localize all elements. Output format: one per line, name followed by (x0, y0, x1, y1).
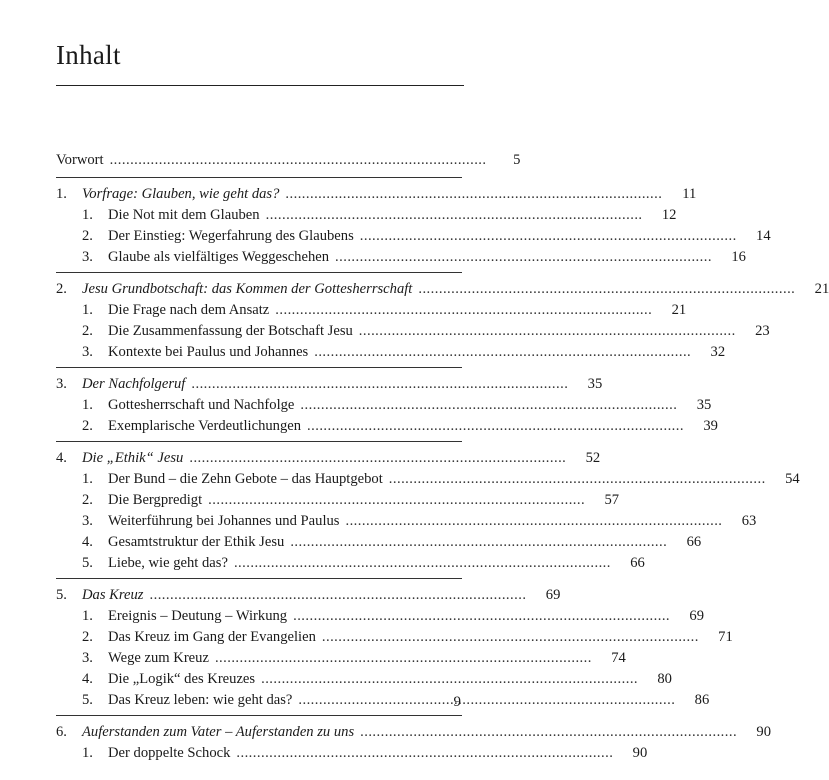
dot-leader (293, 606, 668, 627)
page-title: Inhalt (56, 40, 121, 70)
section-number: 2. (82, 492, 93, 508)
toc-section (56, 321, 770, 342)
toc-page-number: 21 (671, 302, 687, 318)
toc-page-number: 86 (694, 692, 710, 708)
section-title: Der Einstieg: Wegerfahrung des Glaubens (108, 228, 354, 244)
dot-leader (322, 627, 697, 648)
chapter-title: Auferstanden zum Vater – Auferstanden zu uns (82, 724, 355, 740)
toc-chapter (56, 184, 697, 205)
section-number: 3. (82, 249, 93, 265)
dot-leader (110, 150, 485, 171)
dot-leader (266, 205, 641, 226)
section-title: Gesamtstruktur der Ethik Jesu (108, 534, 285, 550)
dot-leader (275, 300, 650, 321)
section-title: Das Kreuz im Gang der Evangelien (108, 629, 316, 645)
toc-page-number: 12 (661, 207, 677, 223)
toc-page-number: 21 (814, 281, 829, 297)
toc-section (56, 416, 718, 437)
dot-leader (298, 690, 673, 711)
dot-leader (236, 743, 611, 764)
section-title: Die Not mit dem Glauben (108, 207, 260, 223)
section-number: 5. (82, 692, 93, 708)
toc-page-number: 35 (587, 376, 603, 392)
toc-section (56, 300, 687, 321)
dot-leader (307, 416, 682, 437)
toc-section (56, 743, 648, 764)
toc-page-number: 14 (756, 228, 771, 244)
section-title: Die Bergpredigt (108, 492, 203, 508)
toc-section (56, 648, 626, 669)
toc-page-number: 66 (686, 534, 702, 550)
toc-page-number: 32 (710, 344, 726, 360)
section-title: Glaube als vielfältiges Weggeschehen (108, 249, 330, 265)
dot-leader (150, 585, 525, 606)
section-title: Die Zusammenfassung der Botschaft Jesu (108, 323, 353, 339)
toc-page-number: 69 (689, 608, 704, 624)
section-title: Ereignis – Deutung – Wirkung (108, 608, 288, 624)
toc-section (56, 490, 620, 511)
toc-chapter (56, 279, 829, 300)
chapter-title: Die „Ethik“ Jesu (82, 450, 184, 466)
dot-leader (189, 448, 564, 469)
chapter-title: Der Nachfolgeruf (82, 376, 186, 392)
section-number: 1. (82, 608, 93, 624)
toc-section (56, 627, 733, 648)
section-number: 3. (82, 650, 93, 666)
toc-page-number: 80 (657, 671, 672, 687)
toc-page-number: 52 (585, 450, 601, 466)
chapter-number: 4. (56, 450, 67, 466)
section-divider (56, 441, 462, 442)
page-number: 9 (453, 694, 461, 710)
dot-leader (359, 321, 734, 342)
section-divider (56, 367, 462, 368)
toc-page-number: 63 (741, 513, 757, 529)
dot-leader (335, 247, 710, 268)
dot-leader (191, 374, 566, 395)
chapter-number: 2. (56, 281, 67, 297)
chapter-title: Vorfrage: Glauben, wie geht das? (82, 186, 280, 202)
toc-page-number: 90 (632, 745, 648, 761)
dot-leader (314, 342, 689, 363)
section-number: 1. (82, 471, 93, 487)
dot-leader (418, 279, 793, 300)
section-number: 2. (82, 629, 93, 645)
dot-leader (290, 532, 665, 553)
section-title: Der Bund – die Zehn Gebote – das Hauptgebot (108, 471, 383, 487)
dot-leader (389, 469, 764, 490)
dot-leader (208, 490, 583, 511)
section-number: 2. (82, 228, 93, 244)
toc-section (56, 553, 645, 574)
chapter-number: 5. (56, 587, 67, 603)
table-of-contents (56, 150, 829, 764)
toc-section (56, 511, 757, 532)
dot-leader (285, 184, 660, 205)
toc-page-number: 39 (703, 418, 718, 434)
chapter-number: 1. (56, 186, 67, 202)
toc-page-number: 54 (785, 471, 800, 487)
section-title: Gottesherrschaft und Nachfolge (108, 397, 295, 413)
toc-section (56, 226, 771, 247)
section-number: 1. (82, 302, 93, 318)
section-number: 1. (82, 207, 93, 223)
toc-page-number: 23 (755, 323, 770, 339)
toc-section (56, 247, 746, 268)
section-number: 2. (82, 418, 93, 434)
toc-section (56, 690, 710, 711)
toc-page-number: 5 (513, 152, 521, 168)
dot-leader (261, 669, 636, 690)
section-number: 4. (82, 671, 93, 687)
section-title: Exemplarische Verdeutlichungen (108, 418, 302, 434)
toc-page-number: 16 (731, 249, 746, 265)
toc-entry-label: Vorwort (56, 152, 104, 168)
toc-page-number: 66 (630, 555, 645, 571)
section-title: Liebe, wie geht das? (108, 555, 228, 571)
section-title: Weiterführung bei Johannes und Paulus (108, 513, 340, 529)
toc-page-number: 69 (545, 587, 561, 603)
dot-leader (360, 226, 735, 247)
section-number: 3. (82, 344, 93, 360)
dot-leader (234, 553, 609, 574)
toc-section (56, 395, 712, 416)
dot-leader (215, 648, 590, 669)
section-number: 3. (82, 513, 93, 529)
chapter-number: 3. (56, 376, 67, 392)
title-rule (56, 85, 464, 86)
chapter-title: Das Kreuz (82, 587, 144, 603)
toc-page-number: 90 (756, 724, 772, 740)
toc-section (56, 669, 672, 690)
section-divider (56, 715, 462, 716)
toc-section (56, 469, 800, 490)
section-number: 1. (82, 745, 93, 761)
toc-entry-preface (56, 150, 521, 171)
section-number: 1. (82, 397, 93, 413)
toc-page-number: 35 (696, 397, 712, 413)
toc-page-number: 57 (604, 492, 620, 508)
toc-section (56, 606, 704, 627)
section-number: 5. (82, 555, 93, 571)
dot-leader (345, 511, 720, 532)
section-divider (56, 177, 462, 178)
section-title: Wege zum Kreuz (108, 650, 209, 666)
section-divider (56, 578, 462, 579)
toc-chapter (56, 448, 601, 469)
section-title: Der doppelte Schock (108, 745, 231, 761)
dot-leader (300, 395, 675, 416)
toc-section (56, 205, 677, 226)
toc-chapter (56, 374, 603, 395)
section-title: Die Frage nach dem Ansatz (108, 302, 270, 318)
section-number: 2. (82, 323, 93, 339)
section-title: Die „Logik“ des Kreuzes (108, 671, 256, 687)
section-title: Das Kreuz leben: wie geht das? (108, 692, 293, 708)
section-divider (56, 272, 462, 273)
dot-leader (360, 722, 735, 743)
toc-page-number: 71 (718, 629, 733, 645)
toc-section (56, 342, 726, 363)
toc-page-number: 11 (682, 186, 697, 202)
toc-page-number: 74 (611, 650, 626, 666)
section-title: Kontexte bei Paulus und Johannes (108, 344, 309, 360)
chapter-title: Jesu Grundbotschaft: das Kommen der Gottesherrschaft (82, 281, 413, 297)
section-number: 4. (82, 534, 93, 550)
toc-chapter (56, 722, 772, 743)
chapter-number: 6. (56, 724, 67, 740)
toc-chapter (56, 585, 561, 606)
toc-section (56, 532, 702, 553)
